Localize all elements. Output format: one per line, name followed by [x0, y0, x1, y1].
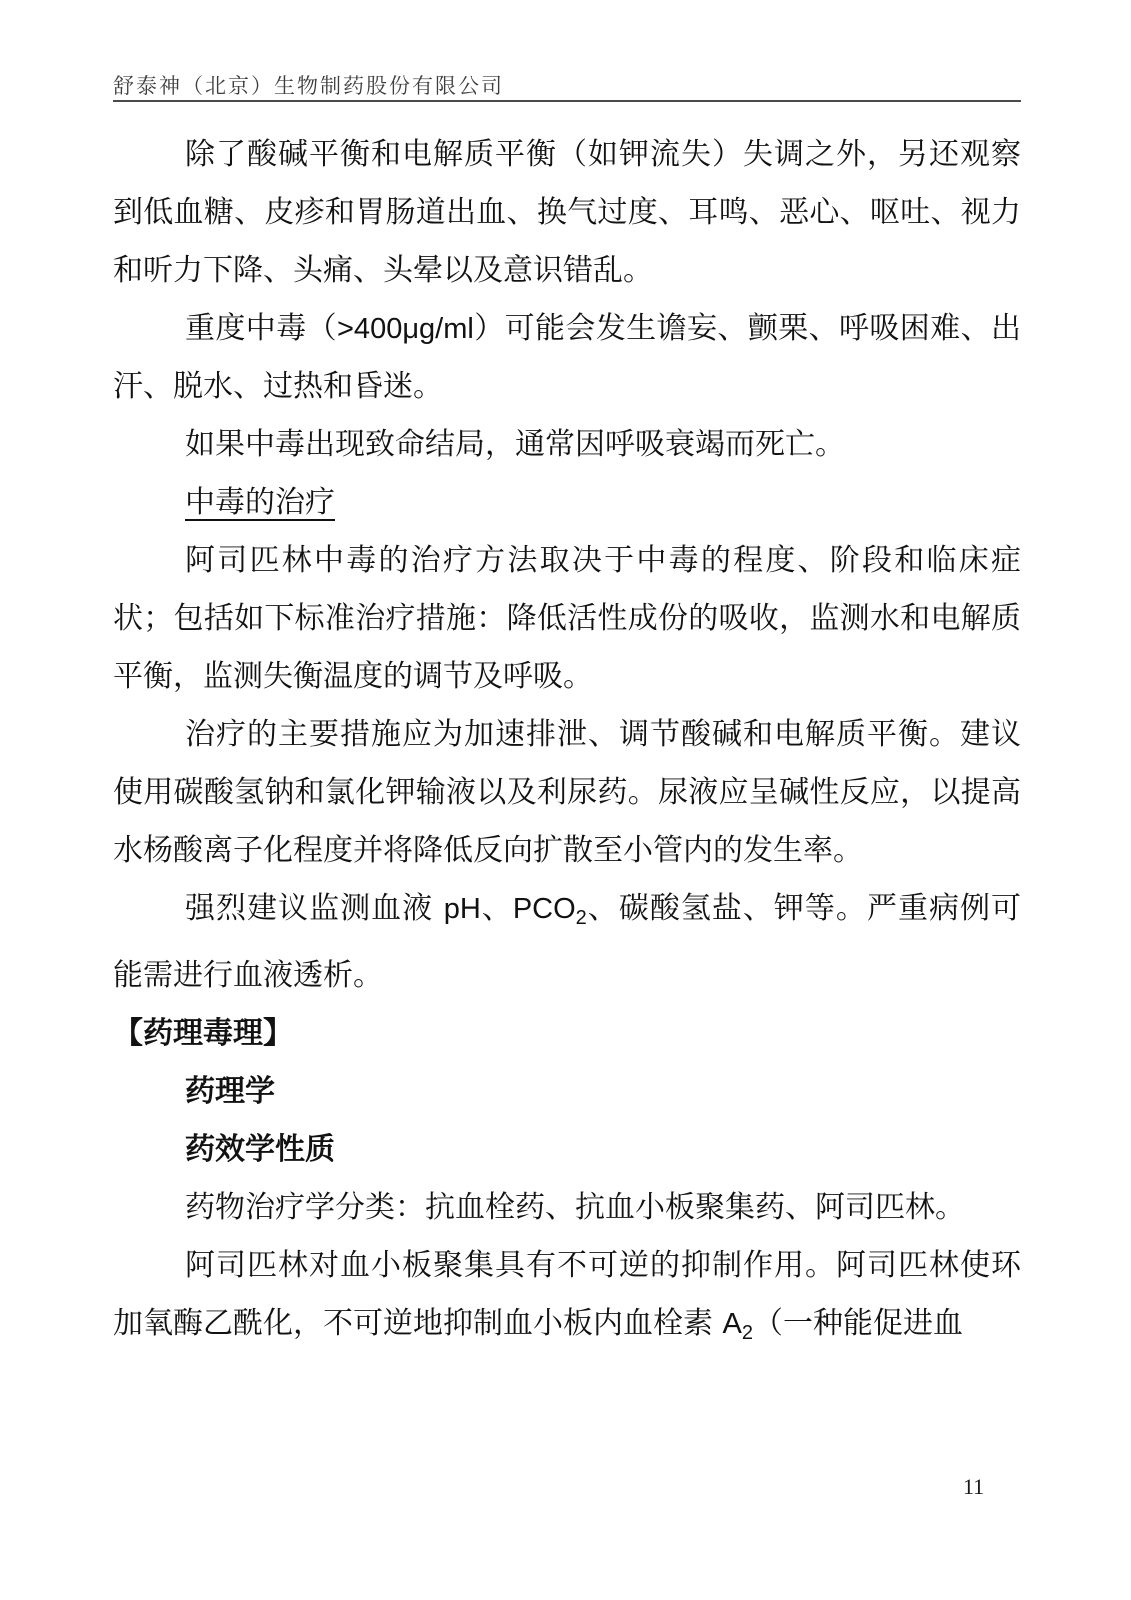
text-run: 2 [575, 907, 587, 929]
paragraph [113, 1179, 1021, 1237]
text-run: 药物治疗学分类：抗血栓药、抗血小板聚集药、阿司匹林。 [185, 1190, 965, 1225]
text-run: 阿司匹林中毒的治疗方法取决于中毒的程度、阶段和临床症状；包括如下标准治疗措施：降低活性成份的吸收，监测水和电解质平衡，监测失衡温度的调节及呼吸。 [113, 543, 1021, 694]
text-run: 、碳酸氢盐、钾等。严重病例可能需进行血液透析。 [113, 891, 1022, 993]
text-run: 治疗的主要措施应为加速排泄、调节酸碱和电解质平衡。建议使用碳酸氢钠和氯化钾输液以及利尿药。尿液应呈碱性反应，以提高水杨酸离子化程度并将降低反向扩散至小管内的发生率。 [113, 717, 1021, 868]
company-name: 舒泰神（北京）生物制药股份有限公司 [113, 74, 504, 98]
heading-h1 [113, 1005, 1021, 1063]
text-run: 药效学性质 [185, 1132, 335, 1167]
paragraph [113, 1237, 1021, 1362]
text-run: A [722, 1308, 742, 1340]
paragraph [113, 300, 1021, 416]
paragraph [113, 416, 1021, 474]
heading-h2 [113, 1121, 1021, 1179]
page-number: 11 [963, 1474, 985, 1499]
header-divider [113, 100, 1021, 102]
paragraph [113, 126, 1021, 300]
heading-h2 [113, 1063, 1021, 1121]
text-run: 除了酸碱平衡和电解质平衡（如钾流失）失调之外，另还观察到低血糖、皮疹和胃肠道出血、换气过度、耳鸣、恶心、呕吐、视力和听力下降、头痛、头晕以及意识错乱。 [113, 137, 1021, 288]
text-run: 、 [480, 891, 513, 926]
text-run: 中毒的治疗 [185, 485, 335, 520]
heading-h-underline [113, 474, 1021, 532]
text-run: ）可能会发生谵妄、颤栗、呼吸困难、出汗、脱水、过热和昏迷。 [113, 311, 1022, 404]
text-run: >400μg/ml [337, 313, 474, 345]
text-run: PCO [512, 893, 576, 925]
paragraph [113, 706, 1021, 880]
text-run: 重度中毒（ [185, 311, 337, 346]
text-run: 强烈建议监测血液 [185, 891, 444, 926]
paragraph [113, 880, 1021, 1005]
text-run: 2 [741, 1322, 754, 1344]
text-run: 如果中毒出现致命结局，通常因呼吸衰竭而死亡。 [185, 427, 845, 462]
paragraph [113, 532, 1021, 706]
text-run: 阿司匹林对血小板聚集具有不可逆的抑制作用。阿司匹林使环加氧酶乙酰化，不可逆地抑制血小板内血栓素 [113, 1248, 1021, 1341]
document-body [113, 126, 1021, 1362]
text-run: 【药理毒理】 [113, 1016, 293, 1051]
text-run: 药理学 [185, 1074, 275, 1109]
text-run: pH [443, 893, 481, 925]
text-run: （一种能促进血 [753, 1306, 964, 1341]
